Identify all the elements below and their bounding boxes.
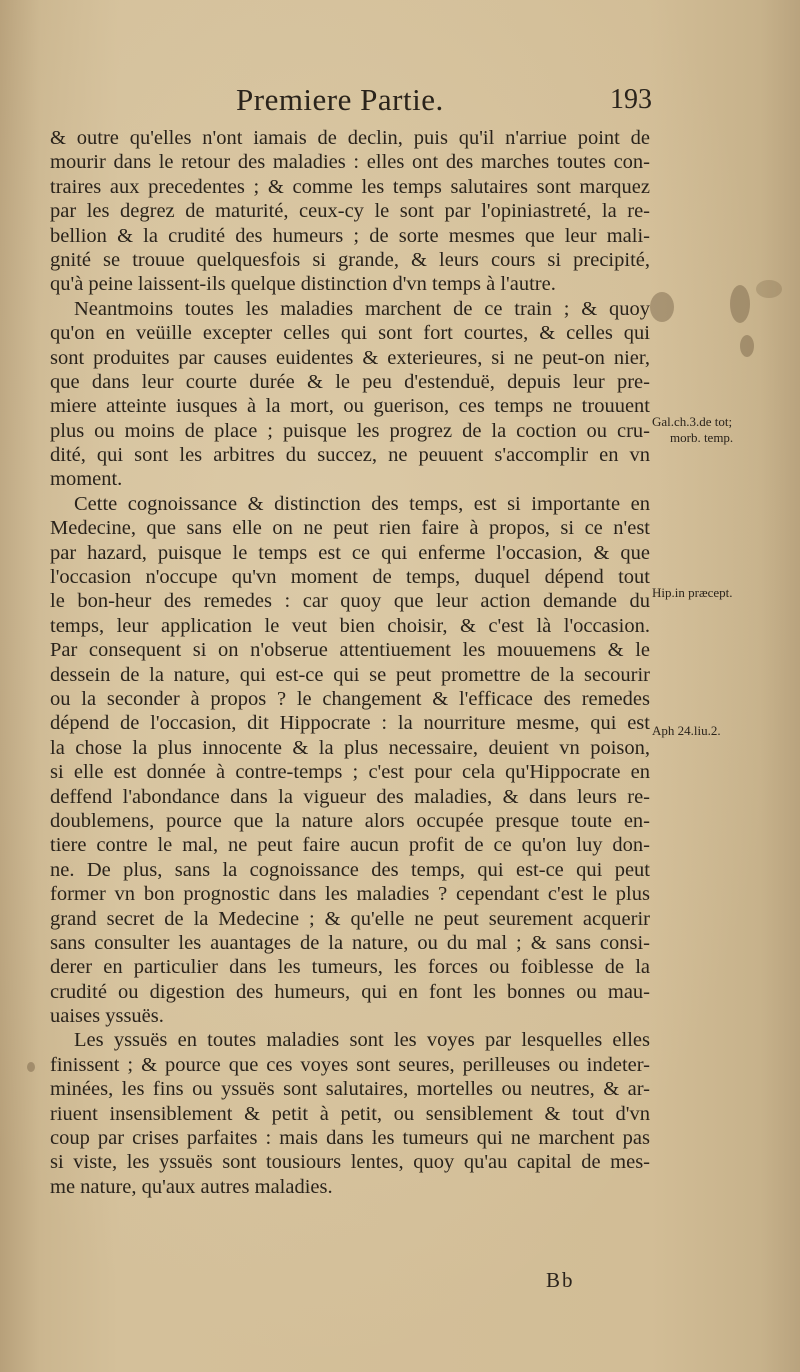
margin-note-line: Hip.in præcept. — [652, 585, 733, 600]
signature-mark: Bb — [546, 1268, 575, 1292]
text-line: derer en particulier dans les tumeurs, les forces ou foiblesse de la — [50, 956, 650, 979]
text-line: la chose la plus innocente & la plus necessaire, deuient vn poison, — [50, 736, 650, 759]
ink-stain — [740, 335, 754, 357]
text-line: minées, les fins ou yssuës sont salutaires, mortelles ou neutres, & ar- — [50, 1078, 650, 1101]
text-line: moment. — [50, 468, 123, 491]
text-line: que dans leur courte durée & le peu d'estenduë, depuis leur pre- — [50, 370, 650, 393]
margin-note — [652, 585, 792, 601]
ink-stain — [27, 1062, 35, 1072]
paragraph — [50, 492, 650, 1029]
paragraph — [50, 126, 650, 297]
text-line: gnité se trouue quelquesfois si grande, & leurs cours si precipité, — [50, 248, 650, 271]
text-line: me nature, qu'aux autres maladies. — [50, 1175, 333, 1198]
margin-note — [652, 723, 792, 739]
text-line: si elle est donnée à contre-temps ; c'est pour cela qu'Hippocrate en — [50, 761, 650, 784]
margin-note-line: morb. temp. — [670, 430, 734, 445]
text-line: dité, qui sont les arbitres du succez, ne peuuent s'accomplir en vn — [50, 444, 650, 467]
text-line: sans consulter les auantages de la nature, ou du mal ; & sans consi- — [50, 931, 650, 954]
ink-stain — [650, 292, 674, 322]
text-line: doublemens, pource que la nature alors occupée presque toute en- — [50, 809, 650, 832]
text-line: plus ou moins de place ; puisque les progrez de la coction ou cru- — [50, 419, 650, 442]
text-line: le bon-heur des remedes : car quoy que leur action demande du — [50, 590, 650, 613]
text-line: Neantmoins toutes les maladies marchent de ce train ; & quoy — [74, 297, 650, 320]
text-line: par hazard, puisque le temps est ce qui enferme l'occasion, & que — [50, 541, 650, 564]
page-number: 193 — [610, 84, 652, 115]
text-line: bellion & la crudité des humeurs ; de sorte mesmes que leur mali- — [50, 224, 650, 247]
text-line: Les yssuës en toutes maladies sont les voyes par lesquelles elles — [74, 1029, 650, 1052]
body-text — [50, 126, 650, 1199]
ink-stain — [730, 285, 750, 323]
running-title: Premiere Partie. — [236, 82, 444, 117]
margin-note — [652, 414, 792, 446]
text-line: crudité ou digestion des humeurs, qui en font les bonnes ou mau- — [50, 980, 650, 1003]
text-line: qu'à peine laissent-ils quelque distinction d'vn temps à l'autre. — [50, 273, 556, 296]
text-line: & outre qu'elles n'ont iamais de declin, puis qu'il n'arriue point de — [50, 127, 650, 149]
text-line: deffend l'abondance dans la vigueur des maladies, & dans leurs re- — [50, 785, 650, 808]
text-line: Medecine, que sans elle on ne peut rien faire à propos, si ce n'est — [50, 517, 650, 540]
text-line: miere atteinte iusques à la mort, ou guerison, ces temps ne trouuent — [50, 395, 650, 418]
margin-note-line: Gal.ch.3.de tot; — [652, 414, 733, 429]
text-line: dessein de la nature, qui est-ce qui se peut promettre de la secourir — [50, 663, 650, 686]
margin-note-line: Aph 24.liu.2. — [652, 723, 721, 738]
text-line: ou la seconder à propos ? le changement & l'efficace des remedes — [50, 687, 650, 710]
text-line: qu'on en veüille excepter celles qui sont fort courtes, & celles qui — [50, 322, 650, 345]
text-line: ne. De plus, sans la cognoissance des temps, qui est-ce qui peut — [50, 858, 650, 881]
paragraph — [50, 297, 650, 492]
text-line: Cette cognoissance & distinction des temps, est si importante en — [74, 492, 650, 515]
paragraph — [50, 1028, 650, 1199]
text-line: si viste, les yssuës sont tousiours lentes, quoy qu'au capital de mes- — [50, 1151, 650, 1174]
text-line: riuent insensiblement & petit à petit, ou sensiblement & tout d'vn — [50, 1102, 650, 1125]
ink-stain — [756, 280, 782, 298]
text-line: coup par crises parfaites : mais dans les tumeurs qui ne marchent pas — [50, 1127, 650, 1150]
text-line: finissent ; & pource que ces voyes sont seures, perilleuses ou indeter- — [50, 1053, 650, 1076]
text-line: l'occasion n'occupe qu'vn moment de temps, duquel dépend tout — [50, 566, 650, 589]
text-line: uaises yssuës. — [50, 1005, 164, 1028]
text-line: dépend de l'occasion, dit Hippocrate : la nourriture mesme, qui est — [50, 712, 650, 735]
page-header — [0, 82, 800, 122]
text-line: mourir dans le retour des maladies : elles ont des marches toutes con- — [50, 151, 650, 174]
text-line: former vn bon prognostic dans les maladies ? cependant c'est le plus — [50, 883, 650, 906]
text-line: par les degrez de maturité, ceux-cy le sont par l'opiniastreté, la re- — [50, 200, 650, 223]
text-line: tiere contre le mal, ne peut faire aucun profit de ce qu'on luy don- — [50, 834, 650, 857]
text-line: Par consequent si on n'obserue attentiuement les mouuemens & le — [50, 639, 650, 662]
text-line: temps, leur application le veut bien choisir, & c'est là l'occasion. — [50, 614, 650, 637]
text-line: grand secret de la Medecine ; & qu'elle ne peut seurement acquerir — [50, 907, 650, 930]
text-line: traires aux precedentes ; & comme les temps salutaires sont marquez — [50, 175, 650, 198]
text-line: sont produites par causes euidentes & exterieures, si ne peut-on nier, — [50, 346, 650, 369]
